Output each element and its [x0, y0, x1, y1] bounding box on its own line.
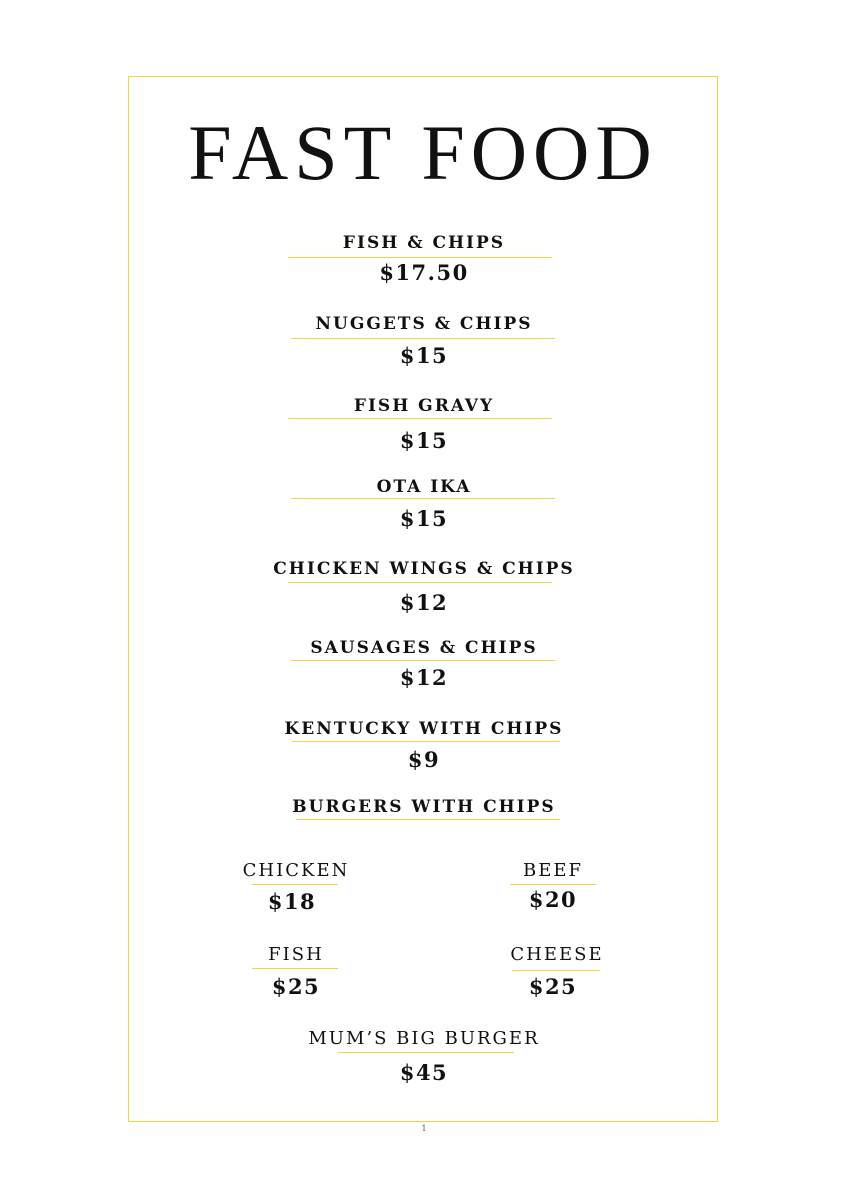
menu-item-price: $15 [399, 343, 449, 368]
burger-option-name: CHICKEN [242, 860, 350, 881]
burger-option-underline [510, 884, 596, 885]
burger-option-price: $18 [267, 889, 317, 914]
menu-item-name: NUGGETS & CHIPS [315, 314, 533, 334]
menu-item-name: FISH & CHIPS [342, 233, 506, 253]
burger-option-underline [512, 970, 600, 971]
menu-title: FAST FOOD [188, 109, 658, 196]
burger-option-price: $20 [528, 887, 578, 912]
burger-option-price: $25 [271, 974, 321, 999]
burger-option-underline [252, 968, 338, 969]
special-burger-price: $45 [399, 1060, 449, 1085]
menu-item-price: $12 [399, 665, 449, 690]
menu-item-name: OTA IKA [376, 477, 472, 497]
menu-item-price: $12 [399, 590, 449, 615]
burger-option-name: FISH [268, 944, 324, 965]
item-underline [291, 338, 555, 339]
menu-item-name: KENTUCKY WITH CHIPS [284, 719, 564, 739]
special-burger-underline [338, 1052, 514, 1053]
menu-item-name: SAUSAGES & CHIPS [310, 638, 538, 658]
menu-item-price: $15 [399, 506, 449, 531]
item-underline [288, 582, 552, 583]
menu-item-price: $17.50 [379, 260, 469, 285]
menu-item-price: $15 [399, 428, 449, 453]
burgers-heading-underline [296, 819, 560, 820]
item-underline [291, 660, 555, 661]
item-underline [288, 257, 552, 258]
special-burger-name: MUM’S BIG BURGER [308, 1028, 540, 1049]
burger-option-price: $25 [528, 974, 578, 999]
item-underline [291, 498, 555, 499]
page-number: 1 [421, 1124, 427, 1133]
item-underline [288, 418, 552, 419]
burger-option-name: CHEESE [510, 944, 604, 965]
menu-item-price: $9 [407, 747, 441, 772]
burgers-heading: BURGERS WITH CHIPS [292, 797, 556, 817]
menu-item-name: FISH GRAVY [353, 396, 495, 416]
menu-item-name: CHICKEN WINGS & CHIPS [273, 559, 575, 579]
item-underline [292, 741, 560, 742]
burger-option-underline [252, 884, 338, 885]
burger-option-name: BEEF [523, 860, 583, 881]
